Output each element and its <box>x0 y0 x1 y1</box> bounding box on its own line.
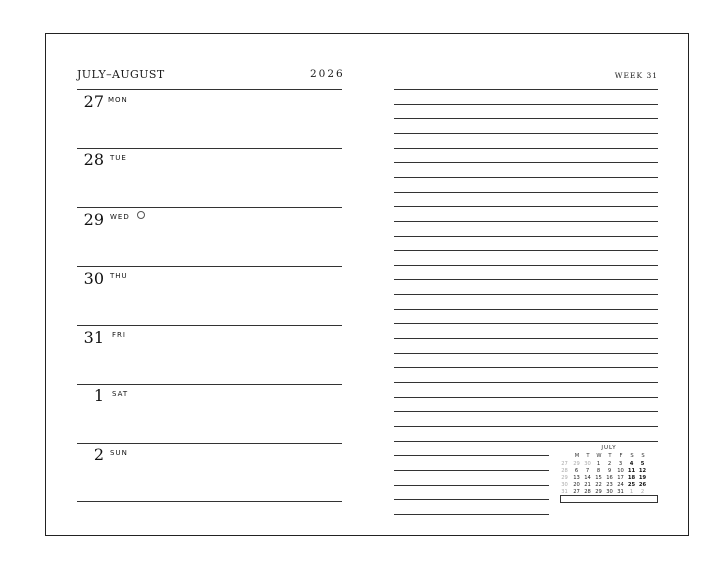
note-line <box>394 162 658 163</box>
day-name: THU <box>110 272 128 280</box>
note-line <box>394 514 549 515</box>
note-line <box>394 455 549 456</box>
mini-calendar-week-number: 27 <box>561 461 568 467</box>
note-line <box>394 485 549 486</box>
day-number: 1 <box>93 386 104 405</box>
note-line <box>394 250 658 251</box>
note-line <box>394 499 549 500</box>
mini-calendar-day: 2 <box>640 489 645 495</box>
mini-calendar-day: 17 <box>617 475 624 481</box>
mini-calendar-day: 8 <box>596 468 601 474</box>
mini-calendar-day-header: S <box>641 453 645 459</box>
mini-calendar-day: 14 <box>584 475 591 481</box>
note-line <box>394 265 658 266</box>
current-week-highlight <box>560 495 658 503</box>
note-line <box>394 294 658 295</box>
mini-calendar-day-header: M <box>574 453 580 459</box>
mini-calendar-day: 18 <box>627 475 636 481</box>
day-number: 31 <box>83 328 104 347</box>
mini-calendar-day: 23 <box>606 482 613 488</box>
mini-calendar-day-header: F <box>619 453 623 459</box>
mini-calendar-day: 22 <box>595 482 602 488</box>
mini-calendar-day: 1 <box>596 461 601 467</box>
mini-calendar-day: 29 <box>595 489 602 495</box>
note-line <box>394 192 658 193</box>
note-line <box>394 104 658 105</box>
note-line <box>394 118 658 119</box>
mini-calendar-day: 13 <box>573 475 580 481</box>
day-name: TUE <box>110 154 127 162</box>
mini-calendar-day: 4 <box>629 461 634 467</box>
note-line <box>394 382 658 383</box>
mini-calendar-day: 30 <box>584 461 591 467</box>
day-name: MON <box>108 96 128 104</box>
day-divider <box>77 325 342 326</box>
note-line <box>394 148 658 149</box>
mini-calendar-day: 19 <box>638 475 647 481</box>
day-divider <box>77 266 342 267</box>
note-line <box>394 177 658 178</box>
mini-calendar-day-header: W <box>596 453 602 459</box>
mini-calendar-day: 25 <box>627 482 636 488</box>
mini-calendar-day: 2 <box>607 461 612 467</box>
mini-calendar-day: 11 <box>627 468 636 474</box>
mini-calendar-day: 27 <box>573 489 580 495</box>
mini-calendar-day: 16 <box>606 475 613 481</box>
mini-calendar-day-header: T <box>608 453 612 459</box>
mini-calendar-week-number: 30 <box>561 482 568 488</box>
mini-calendar-day: 28 <box>584 489 591 495</box>
day-number: 30 <box>83 269 104 288</box>
day-name: SUN <box>110 449 128 457</box>
mini-calendar-day: 30 <box>606 489 613 495</box>
mini-calendar-day: 10 <box>617 468 624 474</box>
note-line <box>394 323 658 324</box>
mini-calendar-day: 9 <box>607 468 612 474</box>
note-line <box>394 411 658 412</box>
note-line <box>394 89 658 90</box>
day-name: SAT <box>112 390 129 398</box>
note-line <box>394 221 658 222</box>
mini-calendar-day: 26 <box>638 482 647 488</box>
note-line <box>394 309 658 310</box>
mini-calendar-day: 7 <box>585 468 590 474</box>
day-divider <box>77 207 342 208</box>
day-divider <box>77 89 342 90</box>
note-line <box>394 470 549 471</box>
mini-calendar-day: 12 <box>638 468 647 474</box>
mini-calendar-title: JULY <box>601 445 617 451</box>
note-line <box>394 426 658 427</box>
day-number: 28 <box>83 150 104 169</box>
mini-calendar-week-number: 31 <box>561 489 568 495</box>
mini-calendar-day: 3 <box>618 461 623 467</box>
note-line <box>394 338 658 339</box>
mini-calendar-day: 1 <box>629 489 634 495</box>
circle-icon <box>137 211 145 219</box>
day-divider <box>77 443 342 444</box>
mini-calendar-day: 15 <box>595 475 602 481</box>
mini-calendar <box>560 444 658 504</box>
day-number: 2 <box>93 445 104 464</box>
week-label: WEEK 31 <box>614 71 658 80</box>
mini-calendar-day: 20 <box>573 482 580 488</box>
note-line <box>394 133 658 134</box>
mini-calendar-day-header: S <box>630 453 634 459</box>
mini-calendar-day: 29 <box>573 461 580 467</box>
note-line <box>394 206 658 207</box>
note-line <box>394 397 658 398</box>
day-name: FRI <box>112 331 126 339</box>
mini-calendar-day: 31 <box>617 489 624 495</box>
day-number: 27 <box>83 92 104 111</box>
mini-calendar-day: 21 <box>584 482 591 488</box>
day-name: WED <box>110 213 130 221</box>
note-line <box>394 367 658 368</box>
day-divider <box>77 501 342 502</box>
day-divider <box>77 384 342 385</box>
mini-calendar-day: 6 <box>574 468 579 474</box>
day-number: 29 <box>83 210 104 229</box>
year-label: 2026 <box>310 68 345 80</box>
mini-calendar-day: 5 <box>640 461 645 467</box>
month-range-title: JULY–AUGUST <box>77 68 165 81</box>
mini-calendar-week-number: 29 <box>561 475 568 481</box>
mini-calendar-day-header: T <box>586 453 590 459</box>
note-line <box>394 279 658 280</box>
note-line <box>394 441 658 442</box>
note-line <box>394 236 658 237</box>
day-divider <box>77 148 342 149</box>
mini-calendar-week-number: 28 <box>561 468 568 474</box>
mini-calendar-day: 24 <box>617 482 624 488</box>
note-line <box>394 353 658 354</box>
